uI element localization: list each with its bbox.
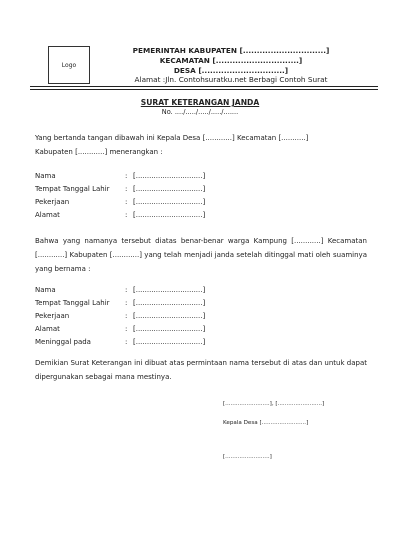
field-value: [..............................] [133, 312, 206, 320]
field-label: Nama [35, 286, 56, 294]
letter-title: SURAT KETERANGAN JANDA [140, 98, 260, 107]
field-label: Pekerjaan [35, 312, 70, 320]
signature-place-date: [.........................], [.........................] [223, 401, 325, 407]
field-colon: : [125, 198, 128, 206]
field-value: [..............................] [133, 172, 206, 180]
logo-box [48, 46, 90, 84]
field-colon: : [125, 286, 128, 294]
field-colon: : [125, 312, 128, 320]
header-address: Alamat :Jln. Contohsuratku.net Berbagi Contoh Surat [134, 75, 328, 84]
logo-label: Logo [61, 61, 77, 69]
middle-paragraph: Bahwa yang namanya tersebut diatas benar-benar warga Kampung [............] Kecamatan [............] Kabupaten [............] yang telah menjadi janda setelah ditinggal mati oleh suaminya yang bernama : [35, 237, 367, 273]
field-value: [..............................] [133, 338, 206, 346]
field-label: Pekerjaan [35, 198, 70, 206]
letter-number: No. ..../...../...../...../....... [161, 108, 239, 116]
field-label: Tempat Tanggal Lahir [35, 185, 110, 193]
signature-role: Kepala Desa [.........................] [223, 420, 309, 426]
field-value: [..............................] [133, 299, 206, 307]
header-government: PEMERINTAH KABUPATEN [..............................] [132, 46, 330, 55]
field-colon: : [125, 299, 128, 307]
field-label: Tempat Tanggal Lahir [35, 299, 110, 307]
field-colon: : [125, 325, 128, 333]
header-village: DESA [..............................] [173, 66, 289, 75]
field-label: Alamat [35, 211, 60, 219]
field-colon: : [125, 185, 128, 193]
field-label: Nama [35, 172, 56, 180]
field-value: [..............................] [133, 185, 206, 193]
signature-name: [.........................] [223, 454, 272, 460]
intro-line-2: Kabupaten [............] menerangkan : [35, 148, 163, 156]
field-colon: : [125, 172, 128, 180]
field-colon: : [125, 211, 128, 219]
field-value: [..............................] [133, 286, 206, 294]
intro-line-1: Yang bertanda tangan dibawah ini Kepala Desa [............] Kecamatan [...........] [35, 134, 309, 142]
header-district: KECAMATAN [..............................] [159, 56, 303, 65]
field-colon: : [125, 338, 128, 346]
field-label: Alamat [35, 325, 60, 333]
closing-paragraph: Demikian Surat Keterangan ini dibuat atas permintaan nama tersebut di atas dan untuk dapat dipergunakan sebagai mana mestinya. [35, 359, 367, 381]
field-value: [..............................] [133, 198, 206, 206]
header-rule-thick [30, 86, 378, 87]
header-rule-thin [30, 89, 378, 90]
field-value: [..............................] [133, 325, 206, 333]
field-value: [..............................] [133, 211, 206, 219]
field-label: Meninggal pada [35, 338, 91, 346]
